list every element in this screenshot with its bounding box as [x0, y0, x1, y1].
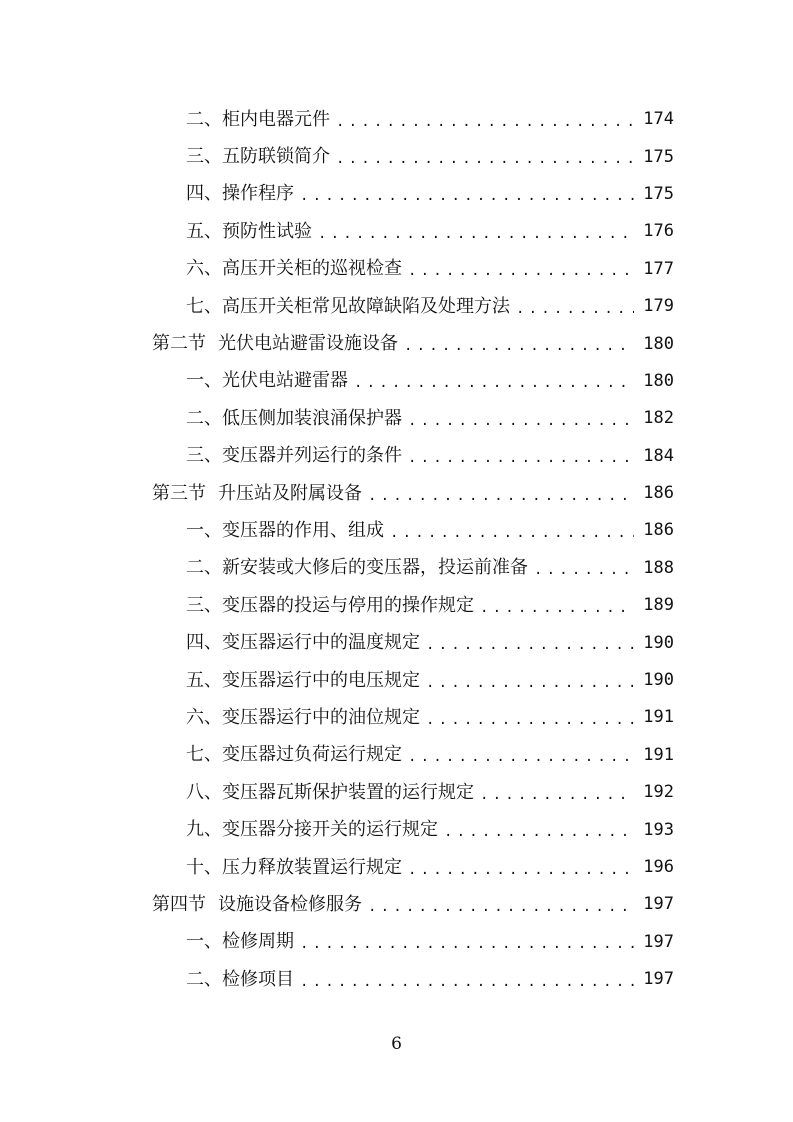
toc-section-entry[interactable]	[0, 325, 793, 362]
toc-entry[interactable]	[0, 101, 793, 138]
toc-leader-dots	[516, 302, 634, 316]
toc-entry[interactable]	[0, 924, 793, 961]
toc-entry-title: 升压站及附属设备	[218, 482, 362, 504]
toc-entry[interactable]	[0, 849, 793, 886]
toc-leader-dots	[368, 900, 634, 914]
toc-leader-dots	[408, 414, 634, 428]
toc-leader-dots	[318, 227, 634, 241]
toc-entry-title: 设施设备检修服务	[218, 893, 362, 915]
toc-leader-dots	[390, 526, 634, 540]
toc-entry-page: 190	[643, 632, 674, 653]
toc-leader-dots	[300, 189, 634, 203]
toc-entry[interactable]	[0, 438, 793, 475]
toc-entry-title: 二、新安装或大修后的变压器，投运前准备	[186, 557, 528, 579]
toc-leader-dots	[444, 825, 634, 839]
toc-section-label: 第二节	[152, 333, 206, 355]
toc-leader-dots	[300, 975, 634, 989]
toc-leader-dots	[480, 788, 634, 802]
toc-entry-page: 192	[643, 782, 674, 803]
toc-leader-dots	[368, 489, 634, 503]
toc-entry-page: 186	[643, 483, 674, 504]
toc-entry-title: 七、变压器过负荷运行规定	[186, 744, 402, 766]
toc-section-entry[interactable]	[0, 886, 793, 923]
toc-entry[interactable]	[0, 138, 793, 175]
toc-leader-dots	[404, 339, 634, 353]
toc-leader-dots	[426, 638, 634, 652]
toc-entry-page: 176	[643, 221, 674, 242]
toc-entry-page: 175	[643, 183, 674, 204]
page-number: 6	[391, 1034, 402, 1054]
toc-leader-dots	[408, 750, 634, 764]
toc-section-label: 第三节	[152, 482, 206, 504]
toc-entry[interactable]	[0, 811, 793, 848]
toc-entry[interactable]	[0, 176, 793, 213]
toc-entry-page: 197	[643, 894, 674, 915]
toc-entry-title: 三、变压器并列运行的条件	[186, 445, 402, 467]
toc-section-label: 第四节	[152, 893, 206, 915]
toc-entry[interactable]	[0, 288, 793, 325]
toc-entry-page: 179	[643, 296, 674, 317]
toc-leader-dots	[426, 676, 634, 690]
toc-entry-page: 191	[643, 707, 674, 728]
toc-entry-page: 180	[643, 370, 674, 391]
toc-entry-page: 188	[643, 557, 674, 578]
toc-entry-page: 182	[643, 408, 674, 429]
toc-entry-title: 三、五防联锁简介	[186, 146, 330, 168]
toc-entry-title: 六、高压开关柜的巡视检查	[186, 258, 402, 280]
toc-leader-dots	[336, 115, 634, 129]
toc-entry-title: 四、变压器运行中的温度规定	[186, 632, 420, 654]
toc-entry[interactable]	[0, 737, 793, 774]
toc-leader-dots	[408, 863, 634, 877]
toc-leader-dots	[300, 937, 634, 951]
toc-entry-title: 五、预防性试验	[186, 220, 312, 242]
toc-entry[interactable]	[0, 587, 793, 624]
toc-entry[interactable]	[0, 400, 793, 437]
toc-entry[interactable]	[0, 363, 793, 400]
toc-leader-dots	[408, 264, 634, 278]
toc-leader-dots	[480, 601, 634, 615]
toc-entry-page: 197	[643, 931, 674, 952]
toc-entry-page: 180	[643, 333, 674, 354]
toc-entry-page: 193	[643, 819, 674, 840]
toc-entry-title: 二、低压侧加装浪涌保护器	[186, 407, 402, 429]
toc-entry-title: 一、检修周期	[186, 931, 294, 953]
toc-entry-page: 174	[643, 109, 674, 130]
toc-entry[interactable]	[0, 213, 793, 250]
toc-entry-title: 光伏电站避雷设施设备	[218, 333, 398, 355]
toc-entry-page: 175	[643, 146, 674, 167]
toc-leader-dots	[426, 713, 634, 727]
toc-entry-page: 177	[643, 258, 674, 279]
toc-entry-title: 十、压力释放装置运行规定	[186, 856, 402, 878]
toc-entry-title: 二、检修项目	[186, 968, 294, 990]
toc-entry-title: 七、高压开关柜常见故障缺陷及处理方法	[186, 295, 510, 317]
toc-entry[interactable]	[0, 699, 793, 736]
toc-leader-dots	[408, 451, 634, 465]
toc-entry-title: 一、光伏电站避雷器	[186, 370, 348, 392]
table-of-contents	[0, 101, 793, 998]
toc-entry-page: 184	[643, 445, 674, 466]
toc-entry[interactable]	[0, 550, 793, 587]
toc-section-entry[interactable]	[0, 475, 793, 512]
toc-entry-title: 一、变压器的作用、组成	[186, 519, 384, 541]
toc-entry[interactable]	[0, 774, 793, 811]
toc-entry[interactable]	[0, 662, 793, 699]
toc-entry-page: 190	[643, 670, 674, 691]
toc-entry[interactable]	[0, 624, 793, 661]
toc-entry-page: 197	[643, 969, 674, 990]
toc-entry-title: 三、变压器的投运与停用的操作规定	[186, 594, 474, 616]
toc-entry[interactable]	[0, 251, 793, 288]
toc-entry-page: 191	[643, 744, 674, 765]
toc-entry-page: 186	[643, 520, 674, 541]
toc-entry-page: 196	[643, 857, 674, 877]
toc-leader-dots	[354, 376, 634, 390]
toc-entry-title: 二、柜内电器元件	[186, 108, 330, 130]
toc-entry-title: 九、变压器分接开关的运行规定	[186, 819, 438, 841]
toc-leader-dots	[534, 563, 634, 577]
toc-entry[interactable]	[0, 961, 793, 998]
toc-leader-dots	[336, 152, 634, 166]
toc-entry-page: 189	[643, 595, 674, 616]
toc-entry-title: 五、变压器运行中的电压规定	[186, 669, 420, 691]
toc-entry-title: 八、变压器瓦斯保护装置的运行规定	[186, 781, 474, 803]
toc-entry-title: 六、变压器运行中的油位规定	[186, 706, 420, 728]
toc-entry[interactable]	[0, 512, 793, 549]
toc-entry-title: 四、操作程序	[186, 183, 294, 205]
